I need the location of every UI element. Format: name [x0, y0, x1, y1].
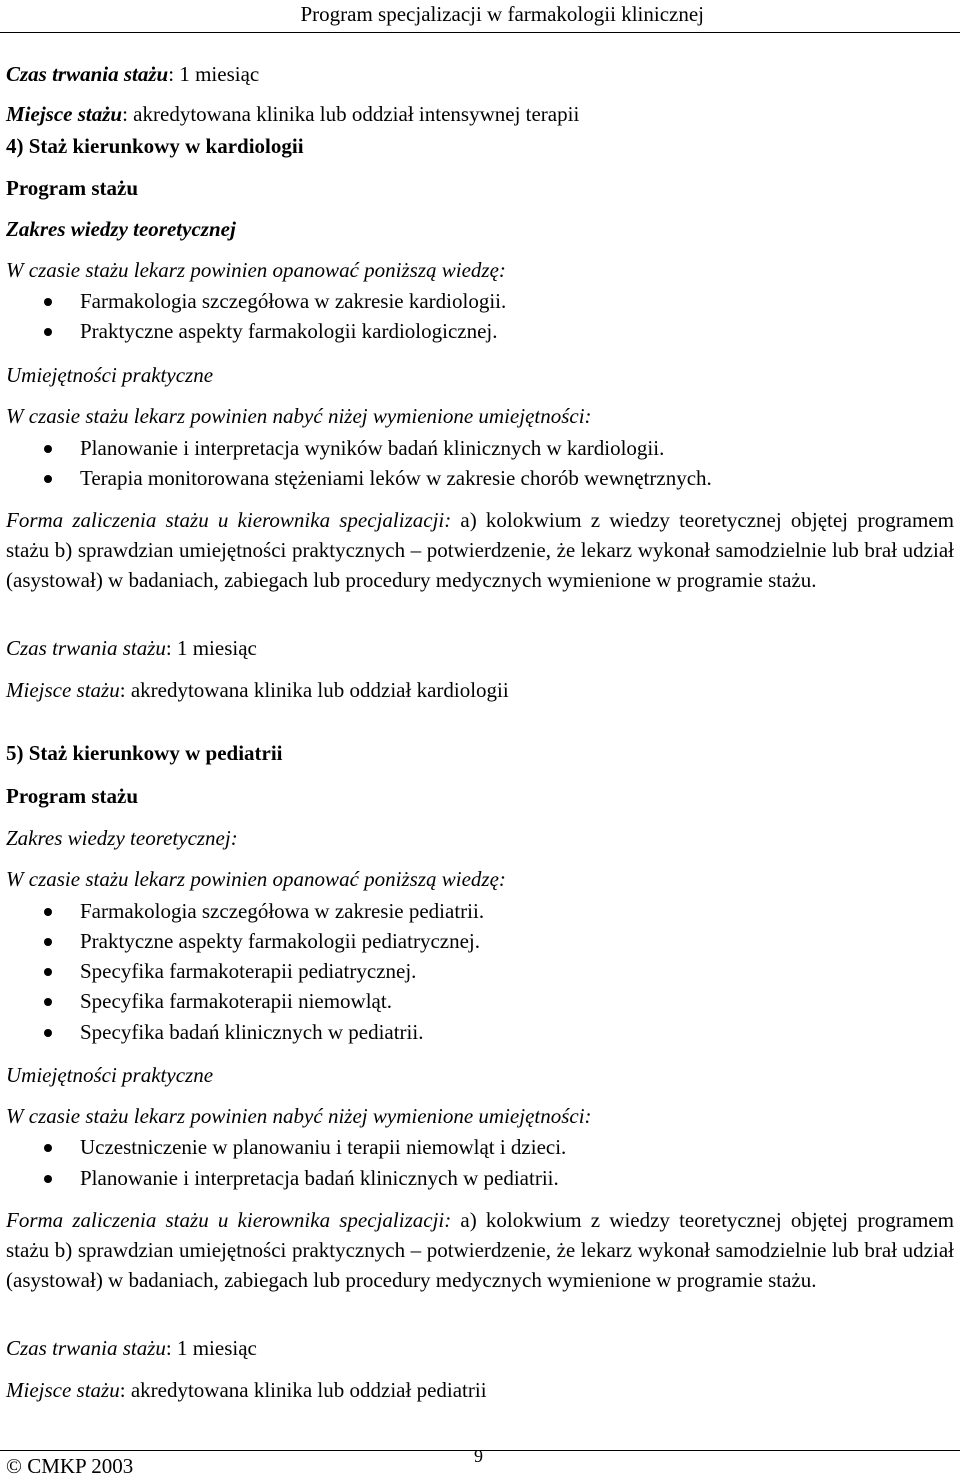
list-item: Farmakologia szczegółowa w zakresie pediatrii. [80, 899, 485, 923]
list-item: Planowanie i interpretacja badań klinicznych w pediatrii. [80, 1166, 559, 1190]
prev-duration-label: Czas trwania stażu [6, 62, 169, 86]
section4-program: Program stażu [6, 176, 138, 200]
section5-skills-heading: Umiejętności praktyczne [6, 1063, 214, 1087]
prev-duration [6, 62, 259, 86]
section5-heading: 5) Staż kierunkowy w pediatrii [6, 741, 283, 765]
list-item: Terapia monitorowana stężeniami leków w zakresie chorób wewnętrznych. [80, 466, 712, 490]
bullet-icon [44, 1029, 52, 1037]
section4-skills-intro: W czasie stażu lekarz powinien nabyć niżej wymienione umiejętności: [6, 404, 592, 428]
section5-duration [6, 1336, 257, 1360]
list-item: Planowanie i interpretacja wyników badań klinicznych w kardiologii. [80, 436, 665, 460]
section5-knowledge-intro: W czasie stażu lekarz powinien opanować poniższą wiedzę: [6, 867, 506, 891]
section5-place-label: Miejsce stażu [6, 1378, 120, 1402]
section4-duration [6, 636, 257, 660]
prev-place [6, 102, 579, 126]
section5-assessment-text: a) kolokwium z wiedzy teoretycznej objętej programem stażu b) sprawdzian umiejętności praktycznych – potwierdzenie, że lekarz wykonał samodzielnie lub brał udział (asystował) w badaniach, zabiegach lub procedury medycznych wymienione w programie stażu. [6, 1208, 954, 1292]
prev-place-label: Miejsce stażu [6, 102, 123, 126]
prev-place-value: : akredytowana klinika lub oddział intensywnej terapii [122, 102, 580, 126]
section4-skills-heading: Umiejętności praktyczne [6, 363, 214, 387]
section5-knowledge-heading: Zakres wiedzy teoretycznej: [6, 826, 238, 850]
section5-program: Program stażu [6, 784, 138, 808]
list-item: Praktyczne aspekty farmakologii kardiologicznej. [80, 319, 498, 343]
bullet-icon [44, 908, 52, 916]
section4-heading: 4) Staż kierunkowy w kardiologii [6, 134, 304, 158]
section4-assessment-text: a) kolokwium z wiedzy teoretycznej objętej programem stażu b) sprawdzian umiejętności praktycznych – potwierdzenie, że lekarz wykonał samodzielnie lub brał udział (asystował) w badaniach, zabiegach lub procedury medycznych wymienione w programie stażu. [6, 508, 954, 592]
footer-copyright: © CMKP 2003 [6, 1454, 134, 1478]
section4-place-label: Miejsce stażu [6, 678, 120, 702]
bullet-icon [44, 1175, 52, 1183]
section5-place [6, 1378, 487, 1402]
section5-duration-label: Czas trwania stażu [6, 1336, 166, 1360]
section5-assessment-label: Forma zaliczenia stażu u kierownika specjalizacji: [6, 1208, 452, 1232]
prev-duration-value: : 1 miesiąc [168, 62, 260, 86]
list-item: Specyfika farmakoterapii pediatrycznej. [80, 959, 417, 983]
section5-place-value: : akredytowana klinika lub oddział pediatrii [119, 1378, 487, 1402]
bullet-icon [44, 328, 52, 336]
bullet-icon [44, 475, 52, 483]
bullet-icon [44, 938, 52, 946]
section4-assessment-label: Forma zaliczenia stażu u kierownika specjalizacji: [6, 508, 452, 532]
bullet-icon [44, 968, 52, 976]
bullet-icon [44, 445, 52, 453]
bullet-icon [44, 998, 52, 1006]
section5-assessment [6, 1205, 954, 1295]
list-item: Specyfika farmakoterapii niemowląt. [80, 989, 392, 1013]
list-item: Praktyczne aspekty farmakologii pediatrycznej. [80, 929, 481, 953]
header-title: Program specjalizacji w farmakologii klinicznej [300, 2, 704, 26]
section4-knowledge-intro: W czasie stażu lekarz powinien opanować poniższą wiedzę: [6, 258, 506, 282]
page-header [0, 0, 960, 33]
section4-duration-value: : 1 miesiąc [165, 636, 257, 660]
page-number: 9 [474, 1446, 483, 1466]
list-item: Specyfika badań klinicznych w pediatrii. [80, 1020, 424, 1044]
bullet-icon [44, 1144, 52, 1152]
list-item: Farmakologia szczegółowa w zakresie kardiologii. [80, 289, 507, 313]
section4-place-value: : akredytowana klinika lub oddział kardiologii [119, 678, 509, 702]
section4-knowledge-heading: Zakres wiedzy teoretycznej [6, 217, 236, 241]
section5-duration-value: : 1 miesiąc [165, 1336, 257, 1360]
section4-duration-label: Czas trwania stażu [6, 636, 166, 660]
list-item: Uczestniczenie w planowaniu i terapii niemowląt i dzieci. [80, 1135, 567, 1159]
bullet-icon [44, 298, 52, 306]
section4-assessment [6, 505, 954, 595]
section5-skills-intro: W czasie stażu lekarz powinien nabyć niżej wymienione umiejętności: [6, 1104, 592, 1128]
section4-place [6, 678, 509, 702]
